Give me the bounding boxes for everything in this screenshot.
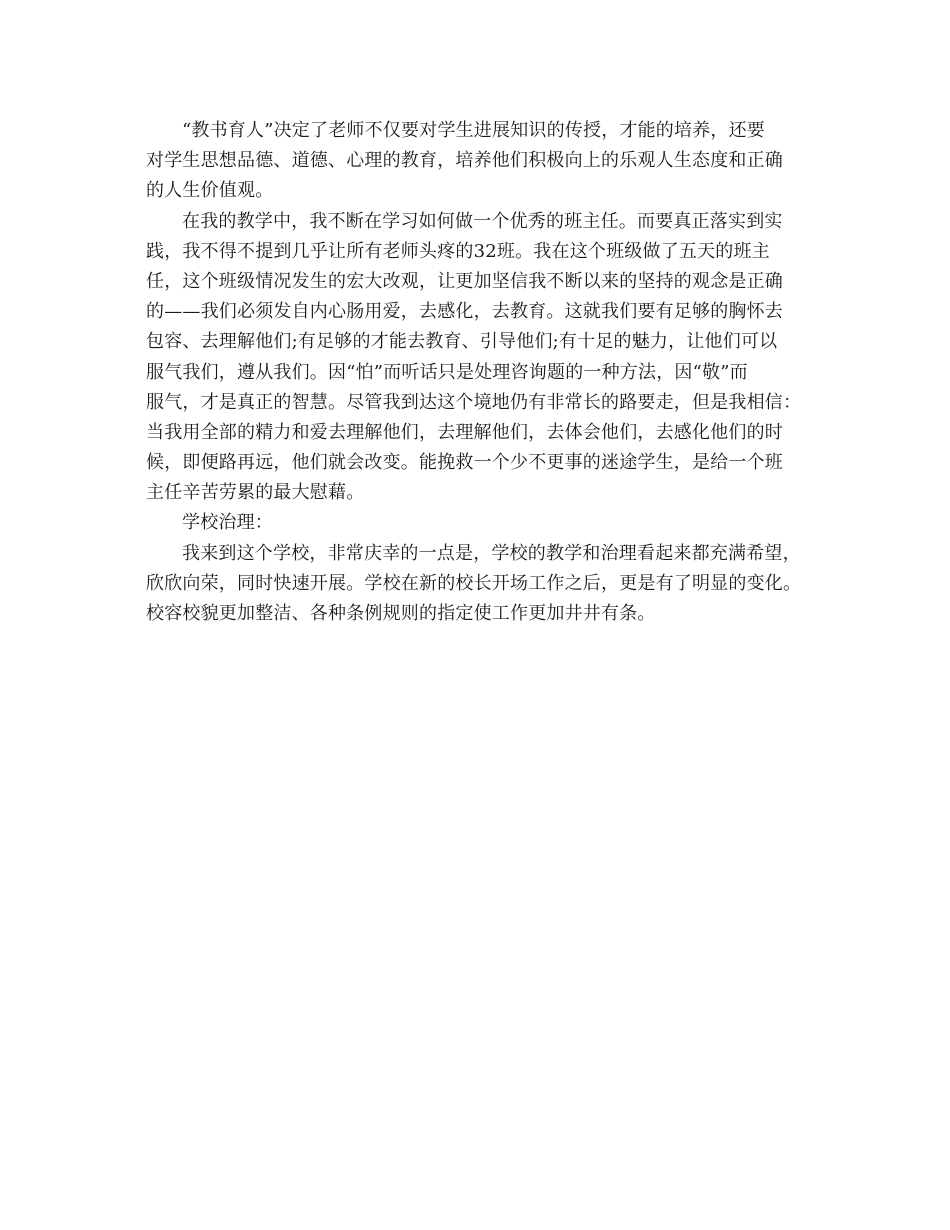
text-line: 的人生价值观。 [146, 180, 274, 202]
text-line: 候，即便路再远，他们就会改变。能挽救一个少不更事的迷途学生，是给一个班 [146, 452, 783, 474]
text-line: 在我的教学中，我不断在学习如何做一个优秀的班主任。而要真正落实到实 [182, 210, 783, 232]
text-line: 的——我们必须发自内心肠用爱，去感化，去教育。这就我们要有足够的胸怀去 [146, 301, 783, 323]
text-line: 欣欣向荣，同时快速开展。学校在新的校长开场工作之后，更是有了明显的变化。 [146, 572, 802, 594]
text-line: 我来到这个学校，非常庆幸的一点是，学校的教学和治理看起来都充满希望， [182, 542, 801, 564]
text-line: 服气我们，遵从我们。因“怕”而听话只是处理咨询题的一种方法，因“敬”而 [146, 361, 748, 383]
text-line: 践，我不得不提到几乎让所有老师头疼的32班。我在这个班级做了五天的班主 [146, 240, 770, 262]
paragraph-1 [146, 116, 811, 207]
text-line: 主任辛苦劳累的最大慰藉。 [146, 482, 365, 504]
section-heading: 学校治理： [182, 512, 273, 534]
text-line: 校容校貌更加整洁、各种条例规则的指定使工作更加井井有条。 [146, 603, 656, 624]
text-line: 当我用全部的精力和爱去理解他们，去理解他们，去体会他们，去感化他们的时 [146, 421, 783, 443]
text-line: “教书育人”决定了老师不仅要对学生进展知识的传授，才能的培养，还要 [182, 120, 766, 141]
document-body [146, 116, 811, 629]
text-line: 任，这个班级情况发生的宏大改观，让更加坚信我不断以来的坚持的观念是正确 [146, 270, 783, 292]
paragraph-4 [146, 539, 811, 630]
text-line: 包容、去理解他们;有足够的才能去教育、引导他们;有十足的魅力，让他们可以 [146, 331, 778, 353]
section-heading-school-management [146, 508, 811, 538]
paragraph-2 [146, 207, 811, 509]
text-line: 服气，才是真正的智慧。尽管我到达这个境地仍有非常长的路要走，但是我相信： [146, 391, 802, 413]
text-line: 对学生思想品德、道德、心理的教育，培养他们积极向上的乐观人生态度和正确 [146, 150, 783, 172]
